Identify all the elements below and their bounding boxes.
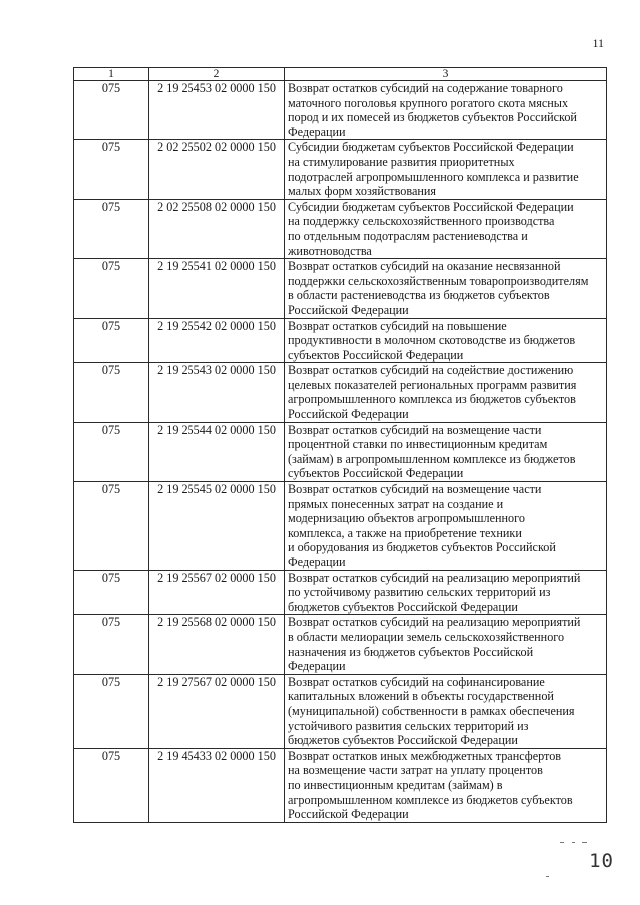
table-row <box>74 199 607 258</box>
description-line: Возврат остатков субсидий на содержание товарного <box>288 81 563 95</box>
description-line: целевых показателей региональных программ развития <box>288 377 577 392</box>
description-line: Возврат остатков субсидий на реализацию мероприятий <box>288 570 581 585</box>
description-line: на возмещение части затрат на уплату процентов <box>288 763 543 778</box>
budget-code-cell: 2 19 25568 02 0000 150 <box>149 615 285 674</box>
admin-code-cell: 075 <box>74 570 149 615</box>
description-line: устойчивого развития сельских территорий из <box>288 718 529 733</box>
description-line: и оборудования из бюджетов субъектов Российской <box>288 540 556 555</box>
description-cell <box>285 422 607 481</box>
description-line: Федерации <box>288 124 346 139</box>
description-line: Возврат остатков субсидий на оказание несвязанной <box>288 259 561 274</box>
budget-code-cell: 2 19 25453 02 0000 150 <box>149 81 285 140</box>
budget-code-cell: 2 02 25502 02 0000 150 <box>149 140 285 199</box>
table-row <box>74 259 607 318</box>
description-line: модернизацию объектов агропромышленного <box>288 511 525 526</box>
table-row <box>74 615 607 674</box>
description-cell <box>285 259 607 318</box>
description-line: на поддержку сельскохозяйственного производства <box>288 214 555 229</box>
admin-code-cell: 075 <box>74 422 149 481</box>
description-line: маточного поголовья крупного рогатого скота мясных <box>288 95 569 110</box>
description-line: Возврат остатков субсидий на содействие достижению <box>288 363 574 378</box>
corner-mark: 10 <box>589 850 614 872</box>
description-cell <box>285 81 607 140</box>
column-header-2: 2 <box>149 68 285 81</box>
scan-mark <box>582 842 587 843</box>
description-line: бюджетов субъектов Российской Федерации <box>288 599 518 614</box>
table-row <box>74 318 607 363</box>
description-line: в области растениеводства из бюджетов субъектов <box>288 288 550 303</box>
description-line: подотраслей агропромышленного комплекса и развитие <box>288 169 579 184</box>
column-header-1: 1 <box>74 68 149 81</box>
description-line: (займам) в агропромышленном комплексе из бюджетов <box>288 451 576 466</box>
table-row <box>74 363 607 422</box>
admin-code-cell: 075 <box>74 615 149 674</box>
description-line: (муниципальной) собственности в рамках обеспечения <box>288 703 575 718</box>
admin-code-cell: 075 <box>74 674 149 748</box>
description-line: Федерации <box>288 659 346 674</box>
description-line: Субсидии бюджетам субъектов Российской Федерации <box>288 199 574 214</box>
page-number: 11 <box>592 36 604 50</box>
budget-code-cell: 2 19 25542 02 0000 150 <box>149 318 285 363</box>
description-line: животноводства <box>288 243 372 258</box>
scan-mark <box>560 842 564 843</box>
description-line: назначения из бюджетов субъектов Российской <box>288 644 534 659</box>
description-line: Возврат остатков субсидий на возмещение части <box>288 482 542 497</box>
table-row <box>74 422 607 481</box>
description-cell <box>285 615 607 674</box>
admin-code-cell: 075 <box>74 318 149 363</box>
description-line: Российской Федерации <box>288 807 409 822</box>
admin-code-cell: 075 <box>74 748 149 822</box>
admin-code-cell: 075 <box>74 81 149 140</box>
table-row <box>74 748 607 822</box>
description-line: Возврат остатков субсидий на возмещение части <box>288 422 542 437</box>
description-line: Возврат остатков субсидий на софинансирование <box>288 674 545 689</box>
description-line: Субсидии бюджетам субъектов Российской Федерации <box>288 140 574 155</box>
description-line: в области мелиорации земель сельскохозяйственного <box>288 629 565 644</box>
budget-classification-table <box>73 67 607 823</box>
description-line: капитальных вложений в объекты государственной <box>288 689 554 704</box>
description-cell <box>285 748 607 822</box>
scan-mark <box>546 876 549 877</box>
table-row <box>74 140 607 199</box>
description-line: малых форм хозяйствования <box>288 184 437 199</box>
description-line: Возврат остатков субсидий на реализацию мероприятий <box>288 615 581 630</box>
budget-code-cell: 2 19 25567 02 0000 150 <box>149 570 285 615</box>
budget-code-cell: 2 19 25544 02 0000 150 <box>149 422 285 481</box>
description-line: субъектов Российской Федерации <box>288 347 464 362</box>
description-line: по отдельным подотраслям растениеводства и <box>288 228 528 243</box>
budget-code-cell: 2 19 27567 02 0000 150 <box>149 674 285 748</box>
description-line: по устойчивому развитию сельских территорий из <box>288 585 551 600</box>
description-line: Возврат остатков субсидий на повышение <box>288 318 507 333</box>
description-line: субъектов Российской Федерации <box>288 466 464 481</box>
description-line: прямых понесенных затрат на создание и <box>288 496 504 511</box>
budget-code-cell: 2 02 25508 02 0000 150 <box>149 199 285 258</box>
admin-code-cell: 075 <box>74 140 149 199</box>
description-line: поддержки сельскохозяйственным товаропроизводителям <box>288 273 589 288</box>
description-cell <box>285 482 607 571</box>
scan-mark <box>572 842 575 843</box>
table-row <box>74 674 607 748</box>
budget-code-cell: 2 19 25545 02 0000 150 <box>149 482 285 571</box>
description-line: комплекса, а также на приобретение техники <box>288 525 522 540</box>
description-line: на стимулирование развития приоритетных <box>288 154 515 169</box>
description-line: агропромышленного комплекса из бюджетов субъектов <box>288 392 576 407</box>
description-line: Российской Федерации <box>288 302 409 317</box>
description-line: бюджетов субъектов Российской Федерации <box>288 733 518 748</box>
admin-code-cell: 075 <box>74 482 149 571</box>
description-line: Федерации <box>288 555 346 569</box>
table-row <box>74 482 607 571</box>
description-line: по инвестиционным кредитам (займам) в <box>288 777 503 792</box>
description-line: Возврат остатков иных межбюджетных трансфертов <box>288 748 562 763</box>
table-row <box>74 81 607 140</box>
budget-code-cell: 2 19 45433 02 0000 150 <box>149 748 285 822</box>
description-line: процентной ставки по инвестиционным кредитам <box>288 437 548 452</box>
budget-code-cell: 2 19 25541 02 0000 150 <box>149 259 285 318</box>
budget-code-cell: 2 19 25543 02 0000 150 <box>149 363 285 422</box>
description-cell <box>285 674 607 748</box>
table-row <box>74 570 607 615</box>
admin-code-cell: 075 <box>74 199 149 258</box>
description-line: Российской Федерации <box>288 407 409 422</box>
column-header-3: 3 <box>285 68 607 81</box>
description-cell <box>285 199 607 258</box>
description-line: пород и их помесей из бюджетов субъектов Российской <box>288 110 577 125</box>
description-cell <box>285 570 607 615</box>
admin-code-cell: 075 <box>74 363 149 422</box>
description-cell <box>285 140 607 199</box>
admin-code-cell: 075 <box>74 259 149 318</box>
description-cell <box>285 318 607 363</box>
description-line: агропромышленном комплексе из бюджетов субъектов <box>288 792 573 807</box>
table-header-row <box>74 68 607 81</box>
description-line: продуктивности в молочном скотоводстве из бюджетов <box>288 333 576 348</box>
description-cell <box>285 363 607 422</box>
